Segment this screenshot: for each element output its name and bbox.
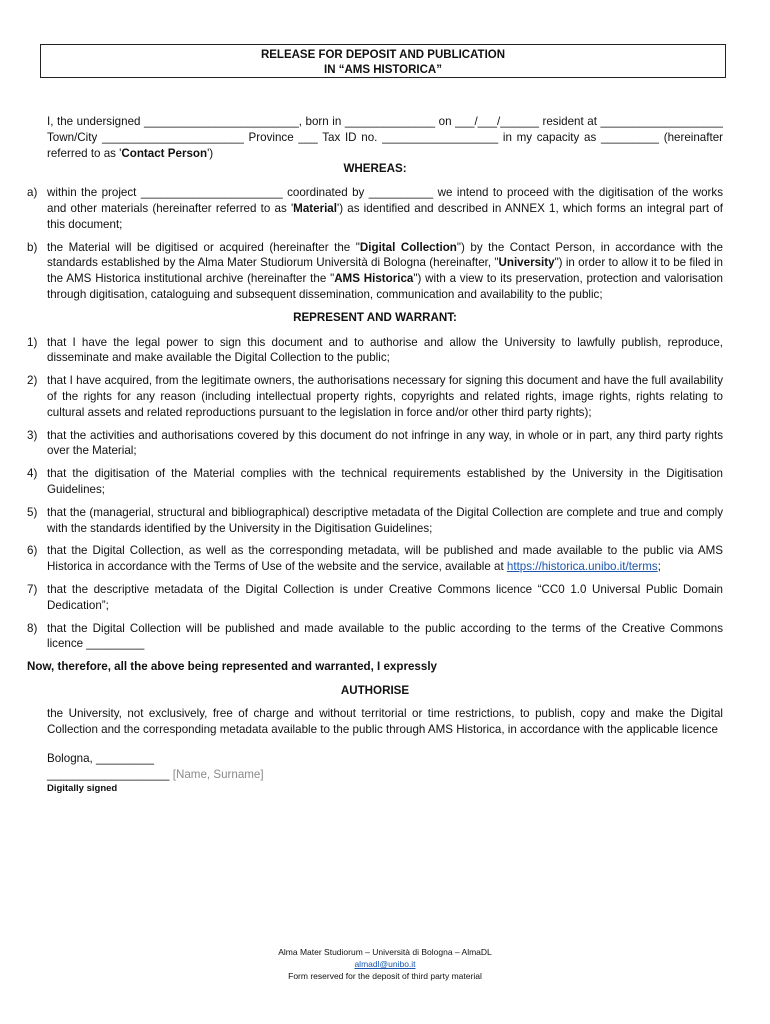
whereas-a-text1: within the project ______________________ coordinated by __________ we intend to proceed with the digitisation of the works and other materials (hereinafter referred to as ' [47,186,723,215]
therefore-statement: Now, therefore, all the above being represented and warranted, I expressly [27,660,437,674]
footer-form-note: Form reserved for the deposit of third party material [288,971,482,981]
authorise-text: the University, not exclusively, free of charge and without territorial or time restrictions, to publish, copy and make the Digital Collection and the corresponding metadata available to the public through AMS Historica, in accordance with the applicable licence [47,706,723,736]
warrant-item-3 [27,428,723,460]
warrant-item-7 [27,582,723,614]
signature-underline: ___________________ [47,768,170,782]
whereas-item-a [27,185,723,232]
warrant-item-1 [27,335,723,367]
whereas-b-text2: ") by the Contact Person, in accordance with the standards established by the Alma Mater Studiorum Università di Bologna (hereinafter, " [47,240,724,270]
document-title-box [40,44,726,78]
warrant-text-7: that the descriptive metadata of the Digital Collection is under Creative Commons licence “CC0 1.0 Universal Public Domain Dedication”; [47,582,723,612]
whereas-b-ams-historica: AMS Historica [334,272,414,286]
whereas-a-text2: ') as identified and described in ANNEX 1, which forms an integral part of this document; [47,201,724,231]
whereas-marker-a: a) [27,186,38,200]
terms-link[interactable]: https://historica.unibo.it/terms [506,560,658,574]
document-title-line1: RELEASE FOR DEPOSIT AND PUBLICATION [260,49,506,61]
whereas-item-b [27,240,723,303]
warrant-marker-2: 2) [27,374,38,388]
whereas-b-text3: ") in order to allow it to be filed in the AMS Historica institutional archive (hereinafter the " [47,256,723,286]
intro-text: I, the undersigned ________________________, born in ______________ on ___/___/______ resident at ___________________ Town/City ______________________ Province ___ Tax ID no. __________________ in my capacity as _________ (hereinafter referred to as ' [47,115,723,160]
intro-contact-person: Contact Person [121,146,208,160]
intro-text-end: ') [207,146,214,160]
intro-paragraph [47,114,723,161]
footer-institution: Alma Mater Studiorum – Università di Bologna – AlmaDL [278,947,492,957]
warrant-marker-1: 1) [27,335,38,349]
whereas-b-text1: the Material will be digitised or acquired (hereinafter the " [47,240,360,254]
whereas-b-university: University [498,256,555,270]
whereas-a-material: Material [293,201,337,215]
warrant-item-2 [27,373,723,420]
document-body [27,114,723,795]
warrant-marker-4: 4) [27,467,38,481]
whereas-text-b [47,240,723,303]
warrant-marker-3: 3) [27,428,38,442]
warrant-text-8: that the Digital Collection will be published and made available to the public according to the terms of the Creative Commons licence _________ [47,621,723,651]
warrant-item-6 [27,543,723,575]
authorise-heading: AUTHORISE [340,683,410,697]
warrant-marker-7: 7) [27,582,38,596]
warrant-text-6-body: that the Digital Collection, as well as the corresponding metadata, will be published and made available to the public via AMS Historica in accordance with the Terms of Use of the website and the service, available at [47,544,723,574]
warrant-text-5: that the (managerial, structural and bibliographical) descriptive metadata of the Digital Collection are complete and true and comply with the standards identified by the University in the Digitisation Guidelines; [47,505,723,535]
whereas-b-digital-collection: Digital Collection [359,240,457,254]
whereas-marker-b: b) [27,240,38,254]
warrant-marker-8: 8) [27,621,38,635]
warrant-item-8 [27,621,723,653]
warrant-text-6 [47,543,723,575]
warrant-item-5 [27,505,723,537]
warrant-text-3: that the activities and authorisations covered by this document do not infringe in any way, in whole or in part, any third party rights over the Material; [47,428,723,458]
page-footer [0,946,770,982]
footer-email-link[interactable]: almadl@unibo.it [354,959,416,969]
warrant-text-2: that I have acquired, from the legitimate owners, the authorisations necessary for signing this document and have the full availability of the rights for any reason (including intellectual property rights, copyrights and related rights, image rights, rights relating to cultural assets and related reproductions pursuant to the legislation in force and/or other third party rights); [47,374,723,419]
warrant-heading: REPRESENT AND WARRANT: [293,310,457,324]
warrant-marker-5: 5) [27,505,38,519]
signature-line [47,767,723,783]
signature-name-placeholder: [Name, Surname] [172,768,264,782]
whereas-text-a [47,185,723,232]
warrant-marker-6: 6) [27,544,38,558]
signature-place-date: Bologna, _________ [47,752,155,766]
whereas-heading: WHEREAS: [343,162,407,176]
warrant-text-1: that I have the legal power to sign this document and to authorise and allow the University to lawfully publish, reproduce, disseminate and make available the Digital Collection to the public; [47,335,723,365]
digitally-signed-label: Digitally signed [47,782,118,794]
warrant-text-4: that the digitisation of the Material complies with the technical requirements established by the University in the Digitisation Guidelines; [47,467,723,496]
warrant-item-4 [27,466,723,498]
document-title-line2: IN “AMS HISTORICA” [324,64,442,76]
warrant-text-6-end: ; [657,560,661,574]
whereas-b-text4: ") with a view to its preservation, protection and valorisation through digitisation, cataloguing and subsequent dissemination, communication and availability to the public; [47,272,723,301]
